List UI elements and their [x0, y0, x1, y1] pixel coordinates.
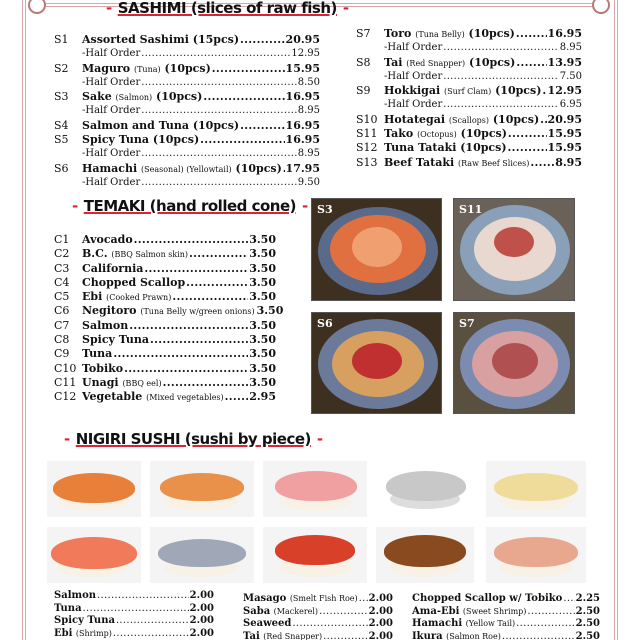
menu-row-c12: C12 Vegetable (Mixed vegetables) ..... 2.95 — [54, 390, 276, 404]
half-order-row: -Half Order ..... 8.95 — [54, 147, 320, 161]
menu-row-nigiri: Saba (Mackerel) ..... 2.00 — [243, 606, 393, 619]
menu-row-nigiri: Masago (Smelt Fish Roe) ..... 2.00 — [243, 593, 393, 606]
menu-row-c1: C1 Avocado ..... 3.50 — [54, 233, 276, 247]
sashimi-left-list — [54, 33, 320, 190]
menu-row-nigiri: Hamachi (Yellow Tail) ..... 2.50 — [412, 618, 600, 631]
nigiri-list-col2 — [243, 593, 393, 640]
menu-row-nigiri: Tuna ..... 2.00 — [54, 603, 214, 616]
menu-row-nigiri: Chopped Scallop w/ Tobiko ..... 2.25 — [412, 593, 600, 606]
menu-row-s13: S13 Beef Tataki (Raw Beef Slices) ..... 8.95 — [356, 156, 582, 170]
nigiri-photo-white-fish — [376, 461, 474, 517]
menu-row-s1: S1 Assorted Sashimi (15pcs) ..... 20.95 — [54, 33, 320, 47]
menu-row-s12: S12 Tuna Tataki (10pcs) ..... 15.95 — [356, 141, 582, 155]
half-order-row: -Half Order ..... 9.50 — [54, 176, 320, 190]
menu-row-c6: C6 Negitoro (Tuna Belly w/green onions) 3.50 — [54, 304, 284, 318]
menu-row-nigiri: Salmon ..... 2.00 — [54, 590, 214, 603]
menu-row-nigiri: Seaweed ..... 2.00 — [243, 618, 393, 631]
half-order-row: -Half Order ..... 8.50 — [54, 76, 320, 90]
photo-sashimi-s7: S7 — [453, 312, 575, 414]
sashimi-heading: - SASHIMI (slices of raw fish) - — [106, 0, 349, 17]
nigiri-photo-ebi — [47, 527, 141, 583]
half-order-row: -Half Order ..... 8.95 — [356, 41, 582, 55]
nigiri-photo-crab — [263, 527, 367, 583]
menu-row-s2: S2 Maguro (Tuna) (10pcs) ..... 15.95 — [54, 62, 320, 76]
nigiri-photo-salmon — [47, 461, 141, 517]
nigiri-photo-tai — [486, 527, 586, 583]
menu-row-s7: S7 Toro (Tuna Belly) (10pcs) ..... 16.95 — [356, 27, 582, 41]
temaki-list — [54, 233, 284, 405]
border-line-left — [22, 0, 23, 640]
menu-row-c5: C5 Ebi (Cooked Prawn) ..... 3.50 — [54, 290, 276, 304]
corner-ornament-left — [28, 0, 46, 14]
menu-row-nigiri: Tai (Red Snapper) ..... 2.00 — [243, 631, 393, 640]
menu-row-s8: S8 Tai (Red Snapper) (10pcs) ..... 13.95 — [356, 56, 582, 70]
nigiri-list-col1 — [54, 590, 214, 640]
nigiri-photo-hamachi — [486, 461, 586, 517]
menu-row-c2: C2 B.C. (BBQ Salmon skin) ..... 3.50 — [54, 247, 276, 261]
menu-row-nigiri: Spicy Tuna ..... 2.00 — [54, 615, 214, 628]
nigiri-heading: - NIGIRI SUSHI (sushi by piece) - — [64, 430, 323, 448]
menu-row-c9: C9 Tuna ..... 3.50 — [54, 347, 276, 361]
border-line-right — [614, 0, 615, 640]
menu-row-c11: C11 Unagi (BBQ eel) ..... 3.50 — [54, 376, 276, 390]
menu-row-c4: C4 Chopped Scallop ..... 3.50 — [54, 276, 276, 290]
menu-row-s5: S5 Spicy Tuna (10pcs) ..... 16.95 — [54, 133, 320, 147]
menu-row-c3: C3 California ..... 3.50 — [54, 262, 276, 276]
menu-row-s3: S3 Sake (Salmon) (10pcs) ..... 16.95 — [54, 90, 320, 104]
nigiri-photo-salmon-2 — [150, 461, 254, 517]
menu-row-c10: C10 Tobiko ..... 3.50 — [54, 362, 276, 376]
corner-ornament-right — [592, 0, 610, 14]
menu-row-s9: S9 Hokkigai (Surf Clam) (10pcs) ..... 12.95 — [356, 84, 582, 98]
nigiri-list-col3 — [412, 593, 600, 640]
menu-row-nigiri: Ama-Ebi (Sweet Shrimp) ..... 2.50 — [412, 606, 600, 619]
menu-row-c7: C7 Salmon ..... 3.50 — [54, 319, 276, 333]
menu-row-s6: S6 Hamachi (Seasonal) (Yellowtail) (10pcs) ..... 17.95 — [54, 162, 320, 176]
half-order-row: -Half Order ..... 12.95 — [54, 47, 320, 61]
menu-row-s4: S4 Salmon and Tuna (10pcs) ..... 16.95 — [54, 119, 320, 133]
nigiri-photo-unagi — [376, 527, 474, 583]
temaki-heading: - TEMAKI (hand rolled cone) - — [72, 197, 308, 215]
nigiri-photo-saba — [150, 527, 254, 583]
menu-row-nigiri: Ebi (Shrimp) ..... 2.00 — [54, 628, 214, 640]
nigiri-photo-tuna — [263, 461, 367, 517]
border-line-left-inner — [25, 0, 26, 640]
menu-row-c8: C8 Spicy Tuna ..... 3.50 — [54, 333, 276, 347]
photo-sashimi-s3: S3 — [311, 198, 442, 301]
border-line-right-inner — [617, 0, 618, 640]
half-order-row: -Half Order ..... 6.95 — [356, 98, 582, 112]
photo-sashimi-s11: S11 — [453, 198, 575, 301]
sashimi-right-list — [356, 27, 582, 170]
menu-row-s10: S10 Hotategai (Scallops) (10pcs) ..... 20.95 — [356, 113, 582, 127]
half-order-row: -Half Order ..... 8.95 — [54, 104, 320, 118]
photo-sashimi-s6: S6 — [311, 312, 442, 414]
menu-row-s11: S11 Tako (Octopus) (10pcs) ..... 15.95 — [356, 127, 582, 141]
half-order-row: -Half Order ..... 7.50 — [356, 70, 582, 84]
menu-row-nigiri: Ikura (Salmon Roe) ..... 2.50 — [412, 631, 600, 640]
